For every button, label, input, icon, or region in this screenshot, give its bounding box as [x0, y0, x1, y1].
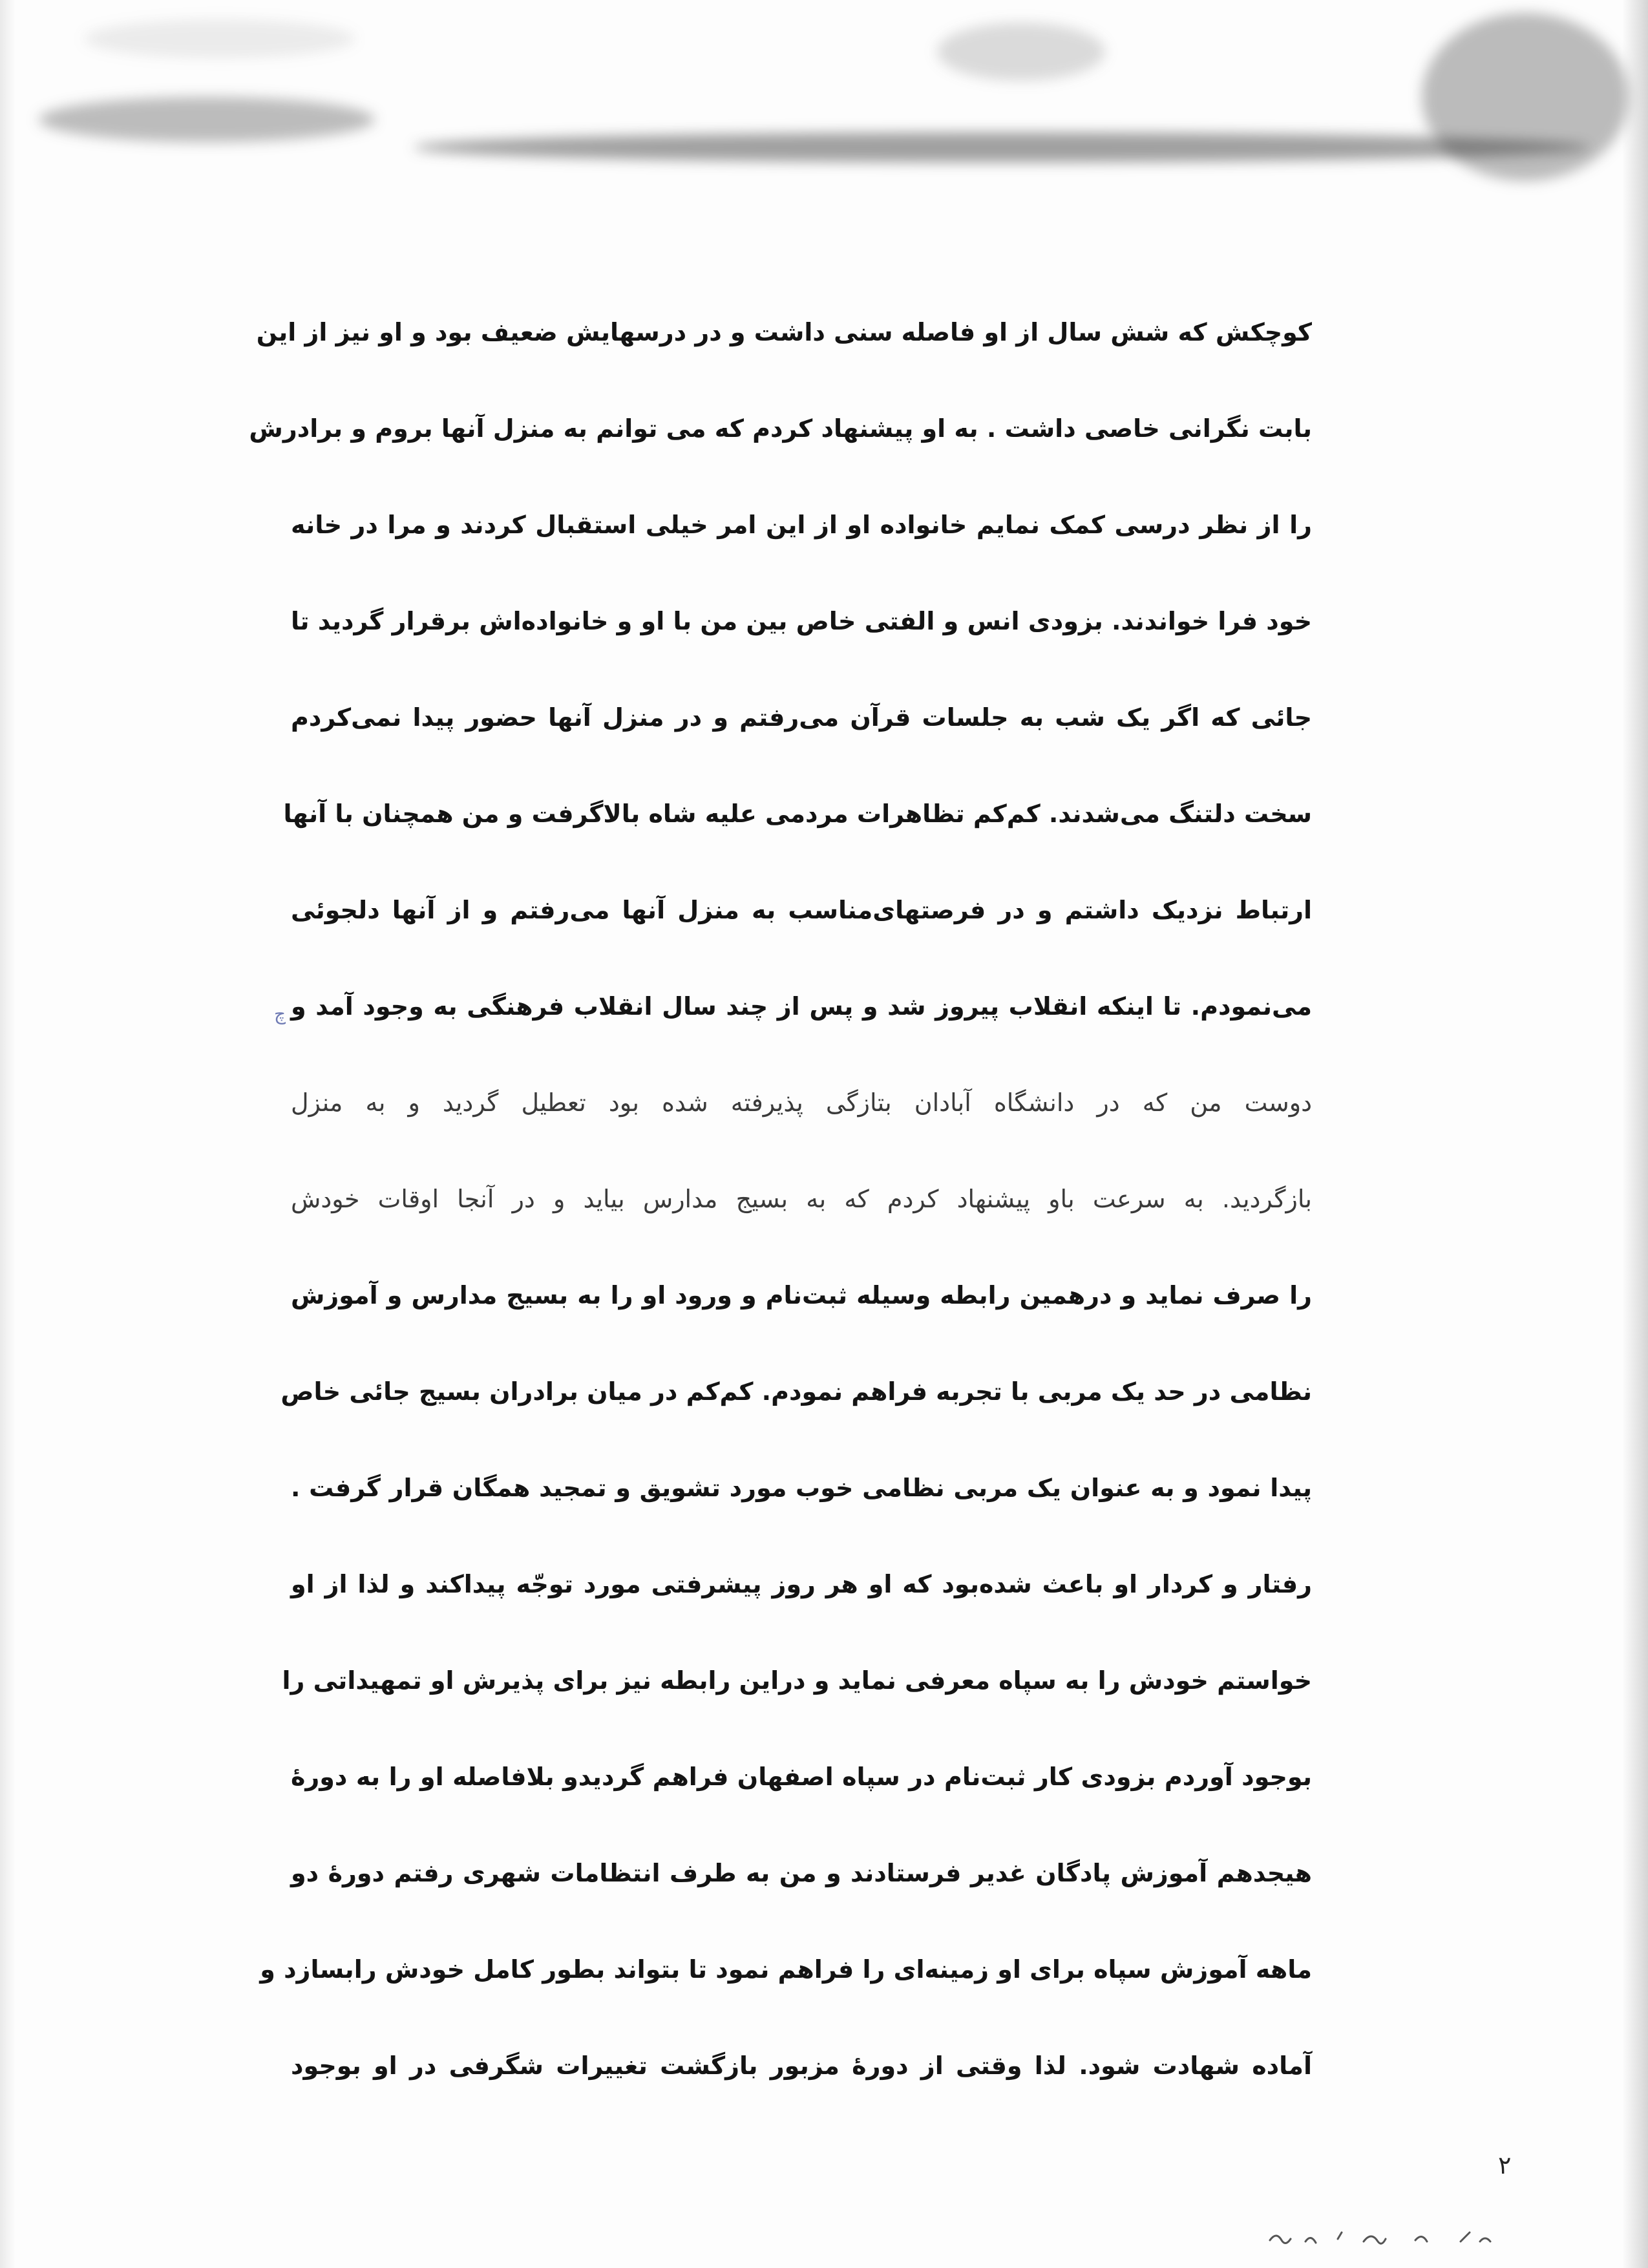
text-line: ماهه آموزش سپاه برای او زمینه‌ای را فراهم نمود تا بتواند بطور کامل خودش رابسازد و [260, 1955, 1312, 1984]
text-line: هیجدهم آموزش پادگان غدیر فرستادند و من به طرف انتظامات شهری رفتم دورهٔ دو [291, 1859, 1312, 1887]
text-line: نظامی در حد یک مربی با تجربه فراهم نمودم. کم‌کم در میان برادران بسیج جائی خاص [280, 1377, 1312, 1406]
photocopy-smudge-band [0, 0, 1648, 187]
text-line: رفتار و کردار او باعث شده‌بود که او هر روز پیشرفتی مورد توجّه پیداکند و لذا از او [291, 1570, 1312, 1598]
pen-mark: ﭺ [274, 1003, 286, 1024]
text-line: بابت نگرانی خاصی داشت . به او پیشنهاد کردم که می توانم به منزل آنها بروم و برادرش [249, 414, 1312, 443]
text-line: آماده شهادت شود. لذا وقتی از دورهٔ مزبور بازگشت تغییرات شگرفی در او بوجود [291, 2051, 1312, 2080]
toner-smudge [414, 132, 1590, 162]
text-line: را از نظر درسی کمک نمایم خانواده او از این امر خیلی استقبال کردند و مرا در خانه [291, 511, 1312, 539]
text-line: خود فرا خواندند. بزودی انس و الفتی خاص بین من با او و خانواده‌اش برقرار گردید تا [291, 607, 1312, 635]
text-line: سخت دلتنگ می‌شدند. کم‌کم تظاهرات مردمی علیه شاه بالاگرفت و من همچنان با آنها [283, 800, 1312, 828]
text-line: پیدا نمود و به عنوان یک مربی نظامی خوب مورد تشویق و تمجید همگان قرار گرفت . [291, 1474, 1312, 1502]
scan-edge-shadow [1622, 0, 1648, 2268]
text-line: خواستم خودش را به سپاه معرفی نماید و دراین رابطه نیز برای پذیرش او تمهیداتی را [282, 1666, 1312, 1695]
text-line: جائی که اگر یک شب به جلسات قرآن می‌رفتم و در منزل آنها حضور پیدا نمی‌کردم [291, 703, 1312, 732]
handwritten-scribble [1267, 2222, 1499, 2248]
toner-smudge [937, 23, 1105, 81]
text-line: دوست من که در دانشگاه آبادان بتازگی پذیرفته شده بود تعطیل گردید و به منزل [291, 1088, 1312, 1117]
body-text [249, 284, 1312, 2080]
toner-smudge [1422, 13, 1629, 181]
text-line: بوجود آوردم بزودی کار ثبت‌نام در سپاه اصفهان فراهم گردیدو بلافاصله او را به دورهٔ [291, 1763, 1312, 1791]
page-number: ۲ [1498, 2151, 1512, 2179]
scan-edge-shadow [0, 0, 16, 2268]
toner-smudge [84, 19, 355, 58]
text-line: بازگردید. به سرعت باو پیشنهاد کردم که به بسیج مدارس بیاید و در آنجا اوقات خودش [291, 1185, 1312, 1213]
text-line: می‌نمودم. تا اینکه انقلاب پیروز شد و پس از چند سال انقلاب فرهنگی به وجود آمد و [291, 992, 1312, 1021]
toner-smudge [39, 97, 375, 142]
text-line: را صرف نماید و درهمین رابطه وسیله ثبت‌نام و ورود او را به بسیج مدارس و آموزش [291, 1281, 1312, 1309]
text-line: کوچکش که شش سال از او فاصله سنی داشت و در درسهایش ضعیف بود و او نیز از این [256, 318, 1312, 346]
text-line: ارتباط نزدیک داشتم و در فرصتهای‌مناسب به منزل آنها می‌رفتم و از آنها دلجوئی [291, 896, 1312, 924]
